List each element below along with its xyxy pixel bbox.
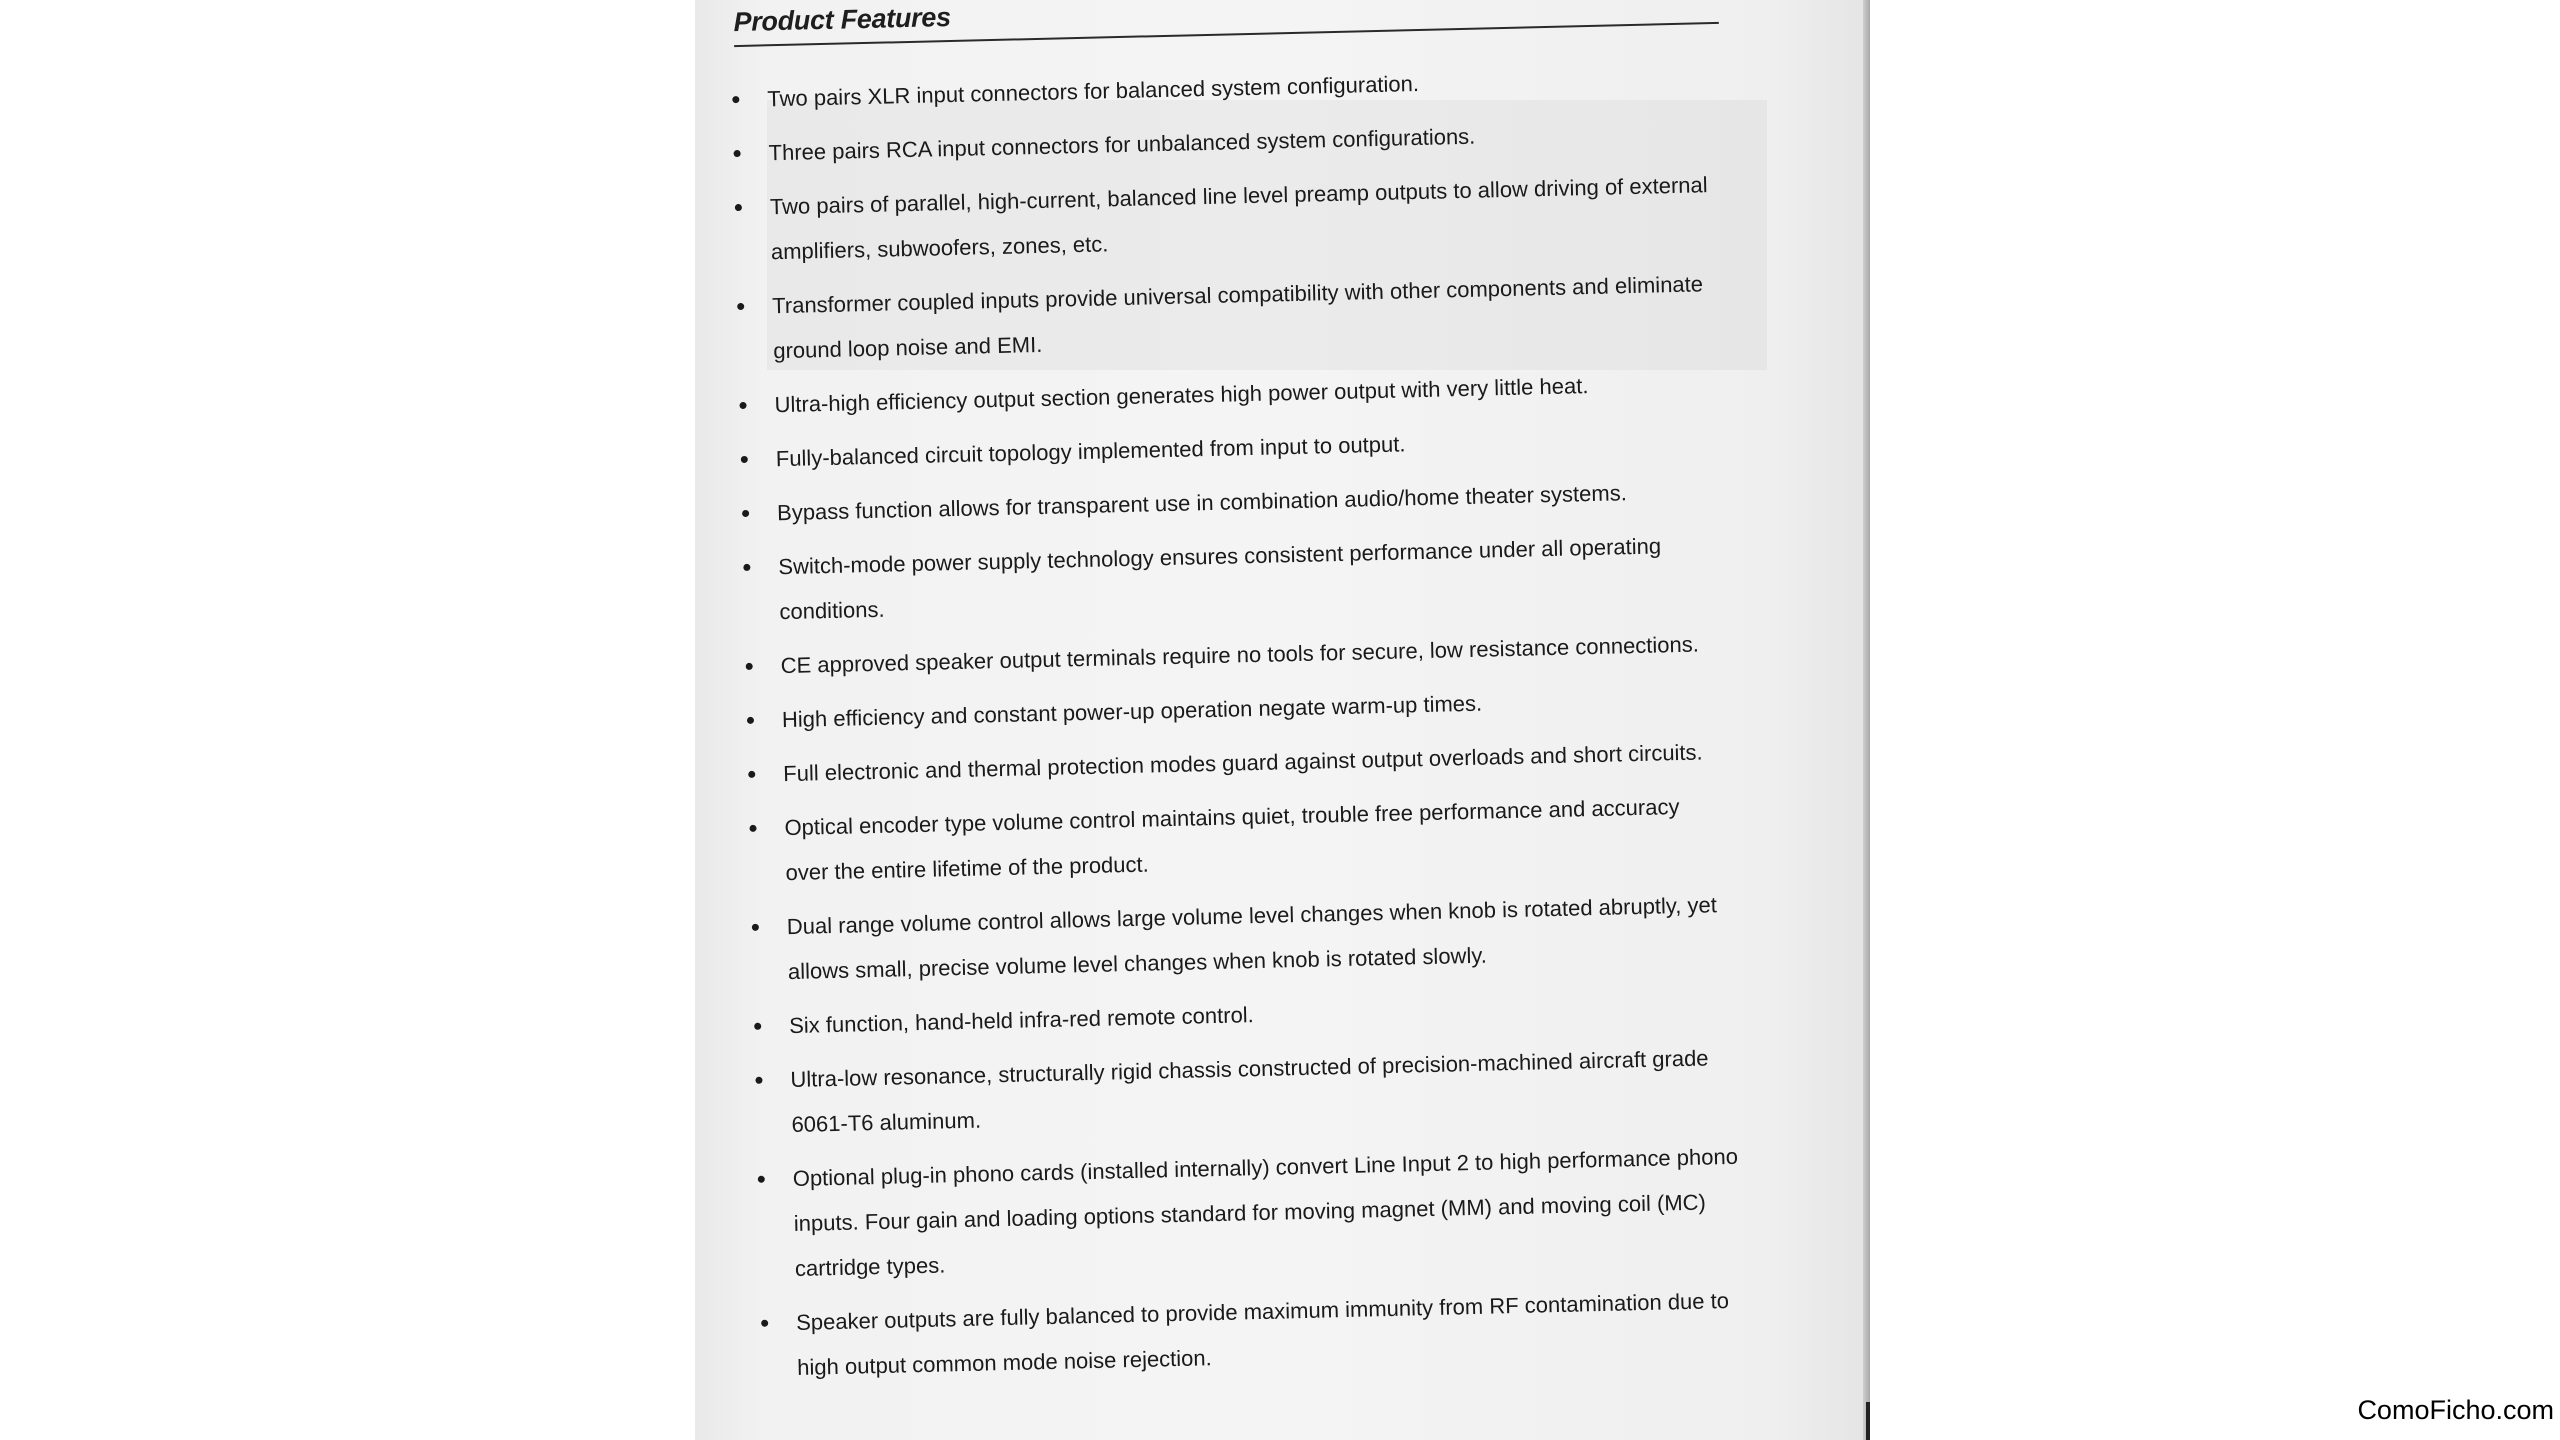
feature-text-line: Transformer coupled inputs provide universal compatibility with other components and eliminate (771, 271, 1704, 319)
bullet-icon (735, 204, 742, 211)
feature-text-line: High efficiency and constant power-up operation negate warm-up times. (781, 690, 1483, 733)
feature-text-line: 6061-T6 aluminum. (791, 1107, 982, 1138)
feature-text-line: Optional plug-in phono cards (installed internally) convert Line Input 2 to high performance phono (792, 1143, 1739, 1192)
feature-text-line: inputs. Four gain and loading options standard for moving magnet (MM) and moving coil (MC) (793, 1189, 1707, 1237)
bullet-icon (761, 1320, 768, 1327)
bullet-icon (732, 96, 739, 103)
feature-item (749, 780, 1851, 896)
bullet-icon (743, 564, 750, 571)
bullet-icon (758, 1176, 765, 1183)
feature-text-line: Ultra-high efficiency output section generates high power output with very little heat. (774, 373, 1589, 418)
feature-item (761, 1275, 1863, 1391)
bullet-icon (748, 771, 755, 778)
feature-text-line: Fully-balanced circuit topology implemented from input to output. (775, 431, 1406, 472)
feature-item (751, 879, 1853, 995)
bullet-icon (755, 1077, 762, 1084)
feature-text-line: ground loop noise and EMI. (772, 331, 1043, 364)
bullet-icon (742, 510, 749, 517)
bullet-icon (747, 717, 754, 724)
feature-item (737, 258, 1839, 374)
bullet-icon (749, 825, 756, 832)
feature-text-line: Full electronic and thermal protection modes guard against output overloads and short circuits. (782, 739, 1703, 787)
bullet-icon (754, 1023, 761, 1030)
feature-text-line: CE approved speaker output terminals require no tools for secure, low resistance connections. (780, 631, 1700, 679)
document-page (695, 0, 1870, 1440)
feature-item (755, 1032, 1857, 1148)
page-edge (1863, 0, 1870, 1440)
feature-text-line: over the entire lifetime of the product. (785, 851, 1149, 886)
bullet-icon (739, 402, 746, 409)
document-content (695, 0, 1870, 1440)
feature-text-line: Six function, hand-held infra-red remote control. (788, 1002, 1255, 1039)
bullet-icon (752, 924, 759, 931)
feature-text-line: allows small, precise volume level changes when knob is rotated slowly. (787, 942, 1488, 985)
feature-text-line: conditions. (779, 596, 885, 625)
feature-text-line: Ultra-low resonance, structurally rigid chassis constructed of precision-machined aircraft grade (790, 1045, 1709, 1093)
feature-text-line: amplifiers, subwoofers, zones, etc. (770, 231, 1109, 265)
feature-text-line: Two pairs of parallel, high-current, balanced line level preamp outputs to allow driving of external (769, 172, 1708, 220)
bullet-icon (734, 150, 741, 157)
feature-text-line: cartridge types. (794, 1252, 946, 1281)
feature-text-line: Optical encoder type volume control maintains quiet, trouble free performance and accuracy (784, 794, 1680, 841)
feature-text-line: Dual range volume control allows large volume level changes when knob is rotated abruptly, yet (786, 892, 1718, 940)
bullet-icon (741, 456, 748, 463)
feature-item (743, 519, 1845, 635)
feature-text-line: Speaker outputs are fully balanced to provide maximum immunity from RF contamination due to (795, 1288, 1730, 1335)
feature-text-line: high output common mode noise rejection. (796, 1345, 1213, 1380)
page-edge-mark (1866, 1402, 1870, 1440)
feature-text-line: Three pairs RCA input connectors for unbalanced system configurations. (768, 123, 1476, 166)
bullet-icon (737, 303, 744, 310)
feature-text-line: Two pairs XLR input connectors for balanced system configuration. (767, 70, 1420, 112)
bullet-icon (746, 663, 753, 670)
feature-text-line: Bypass function allows for transparent use in combination audio/home theater systems. (776, 480, 1628, 526)
feature-list (732, 51, 1863, 1400)
feature-item (757, 1131, 1860, 1292)
feature-text-line: Switch-mode power supply technology ensures consistent performance under all operating (778, 533, 1662, 580)
watermark: ComoFicho.com (2357, 1395, 2554, 1425)
feature-item (734, 159, 1836, 275)
section-heading: Product Features (733, 1, 952, 38)
